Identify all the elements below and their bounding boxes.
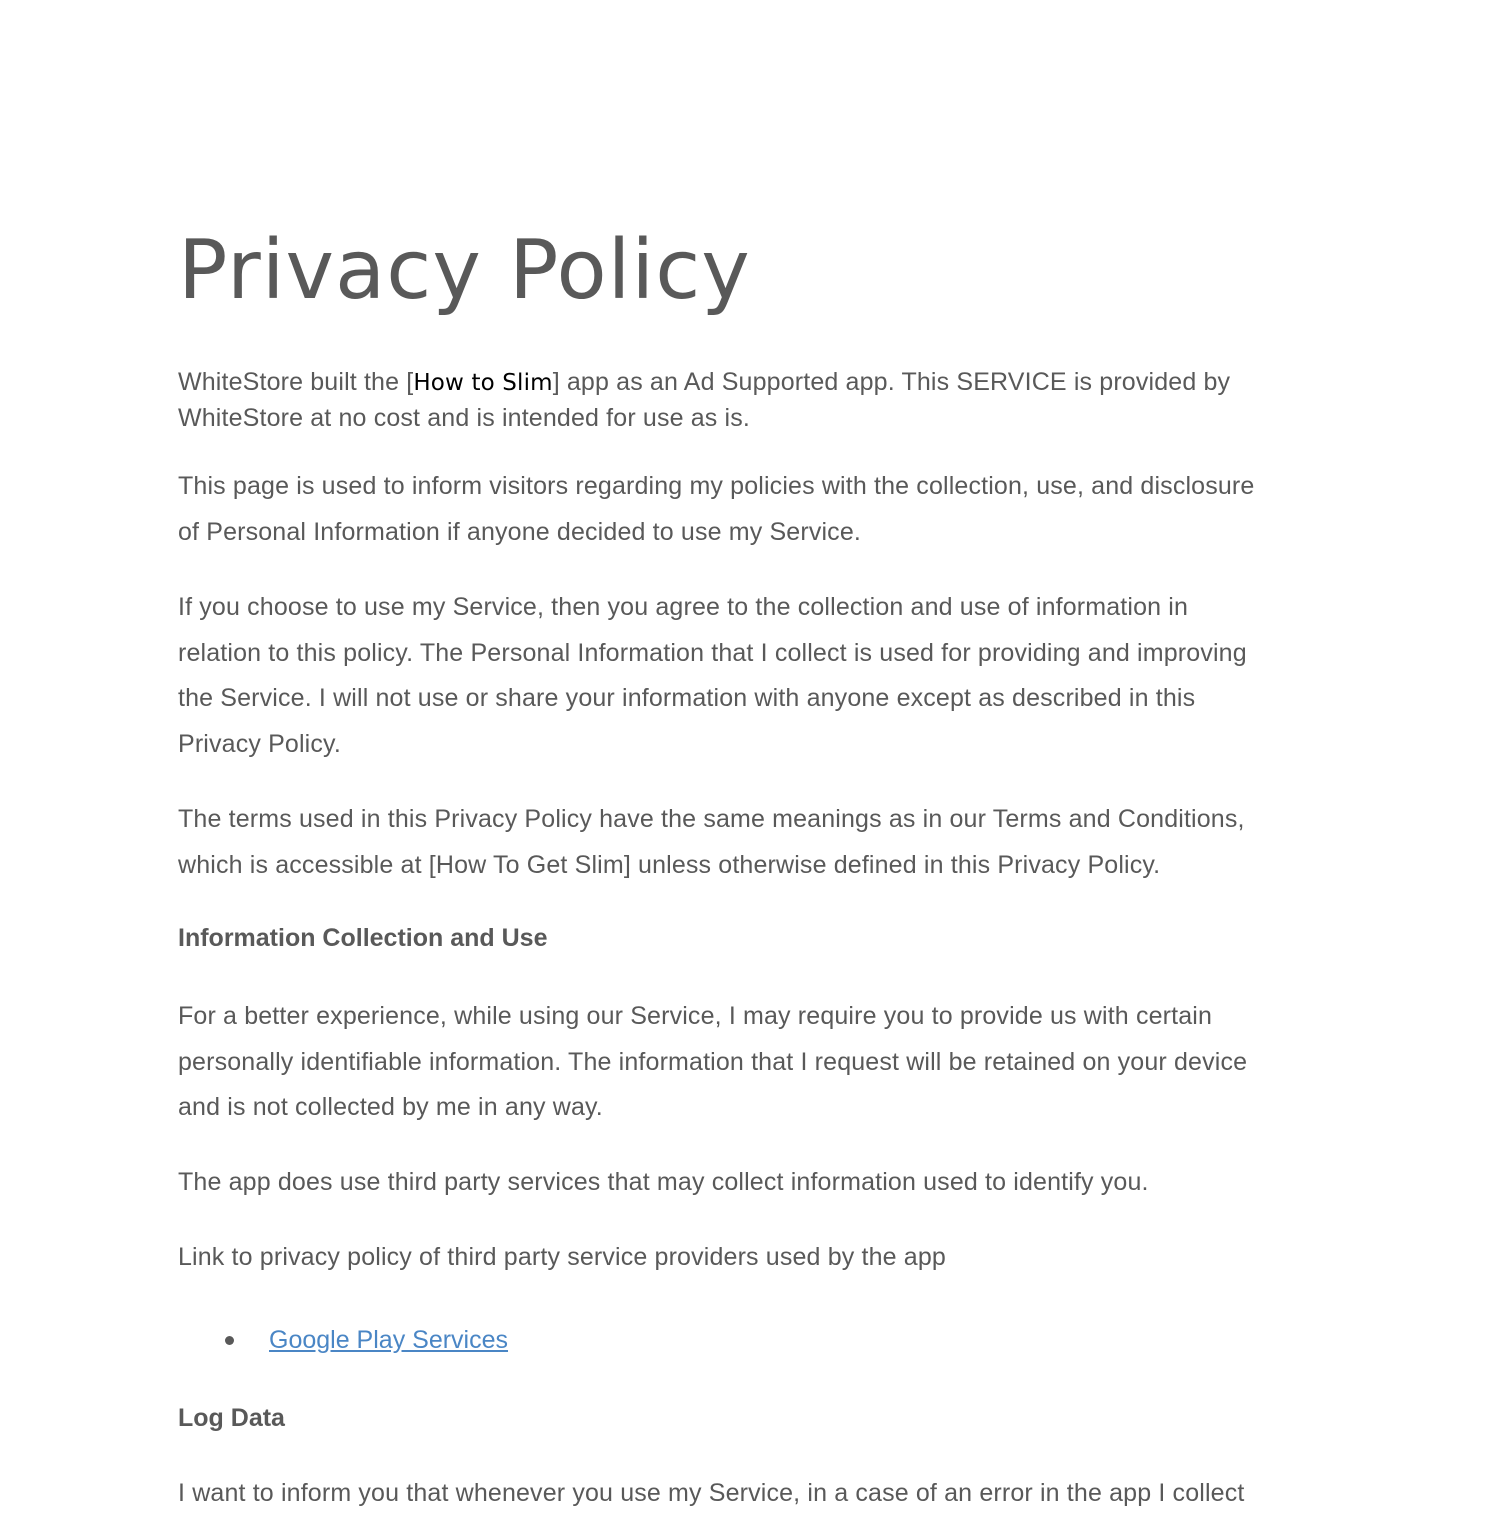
paragraph-agreement xyxy=(178,585,1247,767)
intro-text-after: ] app as an Ad Supported app. This SERVICE is provided by xyxy=(552,368,1231,396)
paragraph-experience xyxy=(178,994,1247,1131)
paragraph-line: of Personal Information if anyone decided to use my Service. xyxy=(178,517,861,546)
paragraph-line: I want to inform you that whenever you use my Service, in a case of an error in the app I collect xyxy=(178,1479,1245,1507)
intro-line-1 xyxy=(178,365,1230,401)
paragraph-line: This page is used to inform visitors regarding my policies with the collection, use, and disclosure xyxy=(178,472,1255,500)
third-party-links-list xyxy=(178,1318,508,1363)
intro-line-2: WhiteStore at no cost and is intended for use as is. xyxy=(178,404,750,432)
paragraph-line: the Service. I will not use or share your information with anyone except as described in this xyxy=(178,684,1196,712)
list-item xyxy=(178,1318,508,1363)
paragraph-link-intro xyxy=(178,1235,946,1281)
heading-log-data: Log Data xyxy=(178,1404,285,1432)
app-name: How to Slim xyxy=(413,370,553,396)
google-play-services-link[interactable]: Google Play Services xyxy=(269,1326,509,1354)
heading-information-collection: Information Collection and Use xyxy=(178,924,548,952)
paragraph-line: which is accessible at [How To Get Slim] unless otherwise defined in this Privacy Policy. xyxy=(178,850,1161,879)
intro-paragraph xyxy=(178,365,1230,436)
paragraph-line: and is not collected by me in any way. xyxy=(178,1093,603,1121)
document-page xyxy=(178,0,1318,1507)
paragraph-terms xyxy=(178,797,1245,888)
bullet-dot-icon xyxy=(225,1336,234,1345)
page-title: Privacy Policy xyxy=(178,223,751,318)
paragraph-line: If you choose to use my Service, then you agree to the collection and use of information in xyxy=(178,593,1189,621)
paragraph-log-data xyxy=(178,1471,1244,1517)
paragraph-line: For a better experience, while using our Service, I may require you to provide us with certain xyxy=(178,1002,1213,1030)
paragraph-line: relation to this policy. The Personal Information that I collect is used for providing and improving xyxy=(178,638,1247,667)
paragraph-line: personally identifiable information. The information that I request will be retained on your device xyxy=(178,1047,1248,1076)
paragraph-line: The terms used in this Privacy Policy have the same meanings as in our Terms and Conditions, xyxy=(178,805,1245,833)
paragraph-purpose xyxy=(178,464,1254,555)
paragraph-third-party xyxy=(178,1160,1149,1206)
paragraph-line: Privacy Policy. xyxy=(178,729,341,758)
paragraph-line: Link to privacy policy of third party service providers used by the app xyxy=(178,1243,946,1271)
intro-text-before: WhiteStore built the [ xyxy=(178,368,414,396)
paragraph-line: The app does use third party services that may collect information used to identify you. xyxy=(178,1168,1149,1196)
